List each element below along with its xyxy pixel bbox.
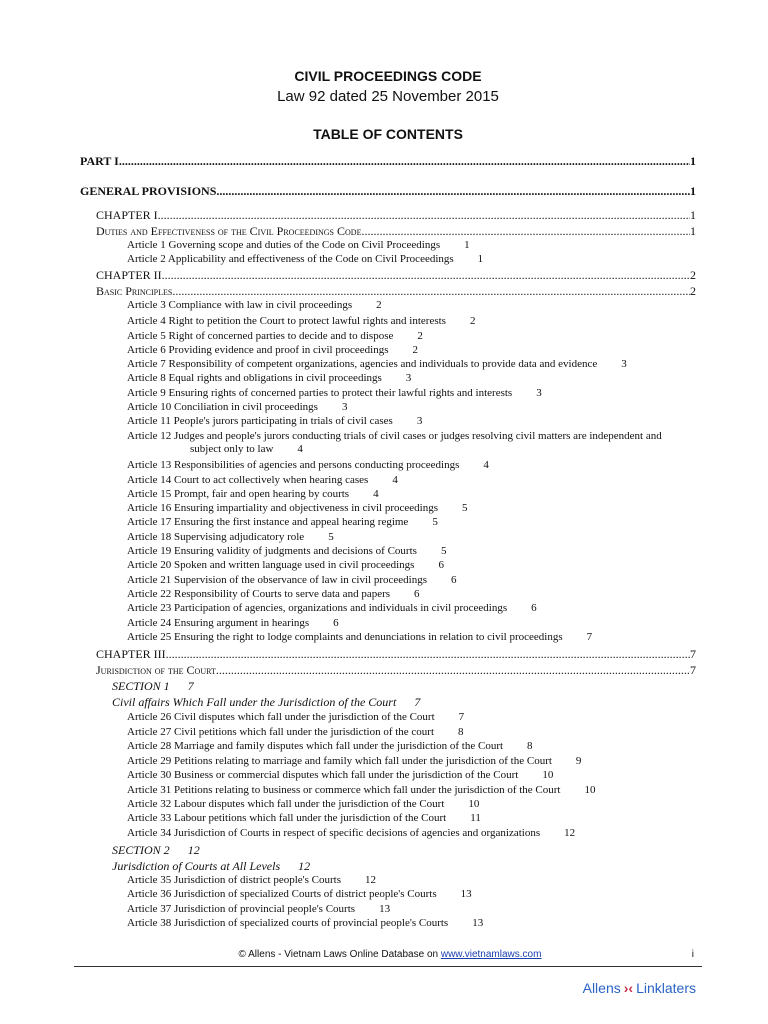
toc-entry-text: Article 18 Supervising adjudicatory role <box>127 531 305 543</box>
toc-article-entry[interactable] <box>127 917 483 929</box>
toc-entry-page: 7 <box>690 663 696 677</box>
toc-entry-text: Article 17 Ensuring the first instance and appeal hearing regime <box>127 516 409 528</box>
toc-entry-text: Article 7 Responsibility of competent organizations, agencies and individuals to provide data and evidence <box>127 358 598 370</box>
toc-entry-page: 6 <box>531 602 537 614</box>
toc-leader-dots <box>166 647 690 662</box>
toc-entry-text: Jurisdiction of the Court <box>96 663 216 677</box>
toc-article-entry[interactable] <box>127 602 537 614</box>
toc-article-entry[interactable] <box>127 740 533 752</box>
toc-article-entry[interactable] <box>127 344 418 356</box>
toc-entry-page: 6 <box>450 574 457 586</box>
toc-entry-page: 7 <box>187 679 194 693</box>
toc-entry-page: 1 <box>690 208 696 222</box>
toc-entry-page: 8 <box>527 740 533 752</box>
toc-entry-page: 3 <box>405 372 412 384</box>
toc-entry-text: Article 4 Right to petition the Court to protect lawful rights and interests <box>127 315 446 327</box>
toc-entry-page: 12 <box>564 827 576 839</box>
toc-entry-text: Article 35 Jurisdiction of district people's Courts <box>127 874 342 886</box>
toc-entry-page: 11 <box>470 812 481 824</box>
toc-entry-page: 5 <box>432 516 438 528</box>
toc-article-entry[interactable] <box>127 874 376 886</box>
toc-article-entry[interactable] <box>127 430 662 455</box>
toc-entry-page: 2 <box>690 284 696 298</box>
toc-entry-text: Article 6 Providing evidence and proof in civil proceedings <box>127 344 389 356</box>
toc-entry-text: Article 10 Conciliation in civil proceedings <box>127 401 318 413</box>
toc-entry-page: 2 <box>690 268 696 282</box>
toc-article-entry[interactable] <box>127 315 475 327</box>
toc-entry-page: 13 <box>472 917 484 929</box>
toc-entry-text: Article 38 Jurisdiction of specialized courts of provincial people's Courts <box>127 917 449 929</box>
toc-entry-text: SECTION 1 <box>112 679 170 693</box>
logo-allens: Allens <box>582 980 621 996</box>
footer-copyright: © Allens - Vietnam Laws Online Database on <box>238 949 441 960</box>
toc-entry-page: 2 <box>417 330 423 342</box>
toc-chapter-title-entry[interactable] <box>96 284 696 299</box>
toc-part-entry[interactable] <box>80 154 696 169</box>
toc-entry-page: 1 <box>690 224 696 238</box>
toc-entry-page: 13 <box>379 903 391 915</box>
toc-entry-text: Article 22 Responsibility of Courts to serve data and papers <box>127 588 391 600</box>
toc-article-entry[interactable] <box>127 617 339 629</box>
toc-article-entry[interactable] <box>127 588 420 600</box>
toc-entry-text: Article 32 Labour disputes which fall under the jurisdiction of the Court <box>127 798 445 810</box>
toc-heading: TABLE OF CONTENTS <box>313 126 463 142</box>
toc-article-entry[interactable] <box>127 253 483 265</box>
toc-chapter-title-entry[interactable] <box>96 224 696 239</box>
toc-leader-dots <box>119 154 690 169</box>
toc-article-entry[interactable] <box>127 415 422 427</box>
toc-article-entry[interactable] <box>127 574 456 586</box>
toc-entry-page: 6 <box>414 588 420 600</box>
toc-entry-page: 3 <box>341 401 348 413</box>
toc-entry-text: CHAPTER II <box>96 268 162 282</box>
toc-entry-text: Article 21 Supervision of the observance of law in civil proceedings <box>127 574 427 586</box>
toc-entry-page: 10 <box>542 769 554 781</box>
toc-entry-text: Article 3 Compliance with law in civil proceedings <box>127 299 353 311</box>
toc-leader-dots <box>162 268 690 283</box>
toc-entry-text: Article 37 Jurisdiction of provincial people's Courts <box>127 903 356 915</box>
toc-entry-text: Duties and Effectiveness of the Civil Proceedings Code <box>96 224 362 238</box>
toc-leader-dots <box>361 224 690 239</box>
toc-entry-text-continued: subject only to law <box>190 443 274 455</box>
toc-section-entry[interactable] <box>112 695 420 710</box>
toc-entry-text: Article 9 Ensuring rights of concerned parties to protect their lawful rights and interests <box>127 387 513 399</box>
footer <box>0 949 768 963</box>
toc-entry-page: 2 <box>376 299 382 311</box>
toc-entry-text: Article 27 Civil petitions which fall under the jurisdiction of the court <box>127 726 435 738</box>
toc-entry-page: 6 <box>438 559 444 571</box>
toc-article-entry[interactable] <box>127 559 444 571</box>
toc-entry-text: Article 25 Ensuring the right to lodge complaints and denunciations in relation to civil proceedings <box>127 631 563 643</box>
toc-entry-page: 13 <box>460 888 472 900</box>
toc-entry-page: 7 <box>414 695 421 709</box>
toc-entry-page: 1 <box>464 239 470 251</box>
toc-entry-text: Article 2 Applicability and effectiveness of the Code on Civil Proceedings <box>127 253 454 265</box>
toc-entry-text: Basic Principles <box>96 284 173 298</box>
toc-entry-page: 3 <box>416 415 423 427</box>
toc-entry-text: Article 15 Prompt, fair and open hearing by courts <box>127 488 350 500</box>
toc-article-entry[interactable] <box>127 711 464 723</box>
toc-entry-text: Article 33 Labour petitions which fall under the jurisdiction of the Court <box>127 812 447 824</box>
toc-entry-text: Article 28 Marriage and family disputes which fall under the jurisdiction of the Court <box>127 740 504 752</box>
toc-entry-text: Article 16 Ensuring impartiality and objectiveness in civil proceedings <box>127 502 438 514</box>
toc-entry-text: Article 13 Responsibilities of agencies and persons conducting proceedings <box>127 459 460 471</box>
toc-article-entry[interactable] <box>127 631 592 643</box>
toc-chapter-entry[interactable] <box>96 268 696 283</box>
footer-link[interactable]: www.vietnamlaws.com <box>440 949 542 960</box>
toc-leader-dots <box>158 208 690 223</box>
toc-leader-dots <box>216 663 690 678</box>
allens-linklaters-logo <box>583 980 696 996</box>
toc-entry-text: Article 36 Jurisdiction of specialized Courts of district people's Courts <box>127 888 437 900</box>
toc-article-entry[interactable] <box>127 299 382 311</box>
toc-article-entry[interactable] <box>127 330 423 342</box>
toc-article-entry[interactable] <box>127 784 596 796</box>
toc-entry-text: CHAPTER I <box>96 208 158 222</box>
toc-entry-page: 12 <box>187 843 200 857</box>
toc-entry-page: 1 <box>690 184 696 198</box>
toc-entry-page: 4 <box>392 474 398 486</box>
toc-chapter-title-entry[interactable] <box>96 663 696 678</box>
toc-article-entry[interactable] <box>127 401 347 413</box>
toc-article-entry[interactable] <box>127 516 438 528</box>
toc-entry-page: 3 <box>621 358 627 370</box>
toc-entry-page: 12 <box>298 859 311 873</box>
toc-entry-text: Article 24 Ensuring argument in hearings <box>127 617 310 629</box>
page-title: CIVIL PROCEEDINGS CODE <box>294 68 482 84</box>
toc-entry-text: Jurisdiction of Courts at All Levels <box>112 859 281 873</box>
toc-article-entry[interactable] <box>127 827 575 839</box>
toc-entry-page: 1 <box>690 154 696 168</box>
toc-entry-text: Article 1 Governing scope and duties of the Code on Civil Proceedings <box>127 239 441 251</box>
toc-section-entry[interactable] <box>112 679 194 694</box>
toc-chapter-entry[interactable] <box>96 208 696 223</box>
toc-entry-text: PART I <box>80 154 119 168</box>
toc-entry-text: CHAPTER III <box>96 647 166 661</box>
toc-entry-page: 10 <box>468 798 480 810</box>
toc-entry-page: 2 <box>469 315 476 327</box>
toc-entry-page: 5 <box>328 531 334 543</box>
toc-entry-text: Article 19 Ensuring validity of judgments and decisions of Courts <box>127 545 417 557</box>
toc-article-entry[interactable] <box>127 387 542 399</box>
toc-entry-text: Article 8 Equal rights and obligations in civil proceedings <box>127 372 382 384</box>
toc-article-entry[interactable] <box>127 812 481 824</box>
toc-article-entry[interactable] <box>127 531 334 543</box>
toc-entry-text: Article 12 Judges and people's jurors conducting trials of civil cases or judges resolving civil matters are independent and <box>127 430 662 442</box>
toc-article-entry[interactable] <box>127 726 464 738</box>
toc-article-entry[interactable] <box>127 755 581 767</box>
toc-article-entry[interactable] <box>127 903 390 915</box>
page-subtitle: Law 92 dated 25 November 2015 <box>277 88 499 105</box>
toc-article-entry[interactable] <box>127 358 627 370</box>
toc-entry-text: GENERAL PROVISIONS <box>80 184 217 198</box>
toc-entry-text: Article 29 Petitions relating to marriage and family which fall under the jurisdiction of the Court <box>127 755 552 767</box>
toc-entry-text: Article 34 Jurisdiction of Courts in respect of specific decisions of agencies and organizations <box>127 827 541 839</box>
toc-entry-text: Article 23 Participation of agencies, organizations and individuals in civil proceedings <box>127 602 508 614</box>
toc-article-entry[interactable] <box>127 488 379 500</box>
toc-entry-page: 8 <box>458 726 464 738</box>
toc-entry-page: 5 <box>440 545 447 557</box>
toc-article-entry[interactable] <box>127 474 398 486</box>
toc-chapter-entry[interactable] <box>96 647 696 662</box>
toc-part-entry[interactable] <box>80 184 696 199</box>
toc-section-entry[interactable] <box>112 859 310 874</box>
toc-entry-text: Article 5 Right of concerned parties to decide and to dispose <box>127 330 394 342</box>
toc-article-entry[interactable] <box>127 888 472 900</box>
toc-section-entry[interactable] <box>112 843 200 858</box>
toc-article-entry[interactable] <box>127 769 553 781</box>
toc-leader-dots <box>172 284 690 299</box>
toc-entry-page: 3 <box>536 387 542 399</box>
toc-entry-page: 7 <box>458 711 465 723</box>
toc-entry-page: 6 <box>333 617 339 629</box>
toc-article-entry[interactable] <box>127 545 446 557</box>
toc-entry-page: 4 <box>373 488 379 500</box>
toc-entry-page: 1 <box>477 253 484 265</box>
toc-article-entry[interactable] <box>127 502 467 514</box>
toc-entry-text: Article 11 People's jurors participating in trials of civil cases <box>127 415 393 427</box>
toc-entry-text: Civil affairs Which Fall under the Jurisdiction of the Court <box>112 695 397 709</box>
logo-linklaters: Linklaters <box>636 980 696 996</box>
toc-entry-page: 7 <box>586 631 593 643</box>
toc-entry-text: Article 30 Business or commercial disputes which fall under the jurisdiction of the Court <box>127 769 519 781</box>
toc-article-entry[interactable] <box>127 798 479 810</box>
toc-leader-dots <box>216 184 690 199</box>
toc-entry-text: Article 20 Spoken and written language used in civil proceedings <box>127 559 415 571</box>
toc-entry-page: 2 <box>412 344 418 356</box>
toc-entry-page: 7 <box>690 647 696 661</box>
footer-divider <box>74 966 702 967</box>
footer-page-number: i <box>691 949 694 960</box>
toc-entry-text: Article 26 Civil disputes which fall under the jurisdiction of the Court <box>127 711 435 723</box>
toc-entry-page: 4 <box>297 443 303 455</box>
toc-entry-text: Article 31 Petitions relating to business or commerce which fall under the jurisdiction of the Court <box>127 784 561 796</box>
toc-entry-page: 5 <box>461 502 468 514</box>
toc-entry-page: 12 <box>365 874 377 886</box>
toc-entry-page: 4 <box>483 459 489 471</box>
toc-article-entry[interactable] <box>127 372 411 384</box>
toc-entry-text: SECTION 2 <box>112 843 170 857</box>
logo-separator: ›‹ <box>623 980 634 996</box>
toc-entry-page: 10 <box>584 784 596 796</box>
toc-entry-text: Article 14 Court to act collectively when hearing cases <box>127 474 369 486</box>
toc-entry-page: 9 <box>575 755 582 767</box>
toc-article-entry[interactable] <box>127 239 470 251</box>
toc-article-entry[interactable] <box>127 459 489 471</box>
